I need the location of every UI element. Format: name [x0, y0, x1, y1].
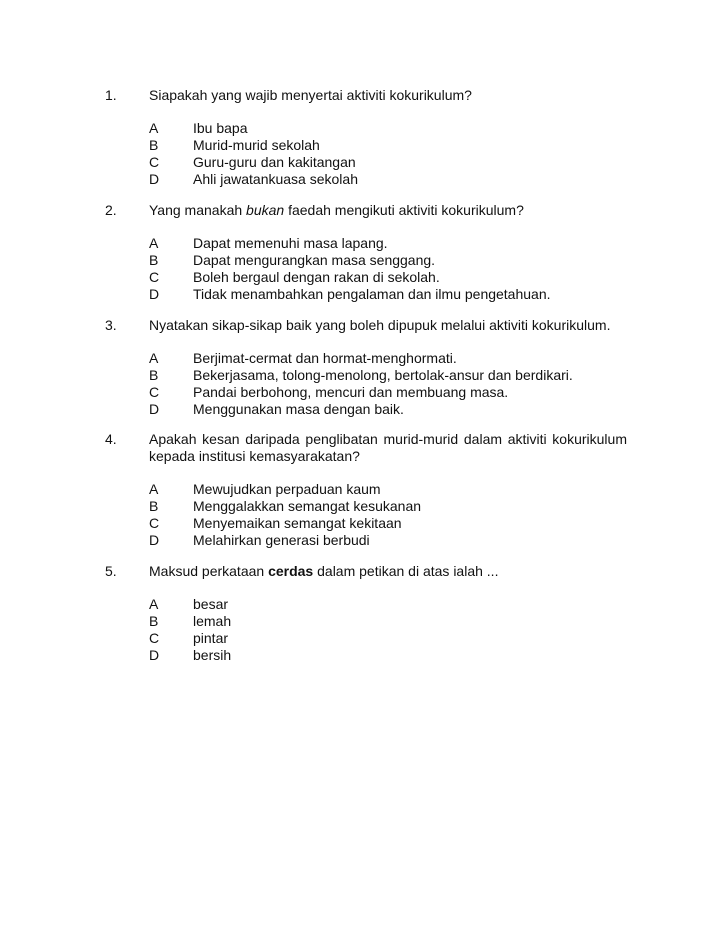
option-letter: C [149, 630, 160, 646]
option-letter: D [149, 532, 160, 548]
option-a [149, 350, 645, 367]
option-text: Tidak menambahkan pengalaman dan ilmu pengetahuan. [193, 286, 551, 302]
question-number: 3. [105, 317, 117, 333]
question-5 [105, 563, 645, 664]
question-number: 1. [105, 87, 117, 103]
question-stem [105, 202, 645, 219]
question-1 [105, 87, 645, 188]
option-text: Dapat memenuhi masa lapang. [193, 235, 388, 251]
option-d [149, 532, 645, 549]
question-text: Yang manakah bukan faedah mengikuti aktiviti kokurikulum? [149, 202, 524, 218]
emphasized-word: cerdas [268, 563, 314, 579]
option-text: Guru-guru dan kakitangan [193, 154, 356, 170]
option-d [149, 401, 645, 418]
question-stem [105, 87, 645, 104]
option-c [149, 269, 645, 286]
option-a [149, 596, 645, 613]
option-letter: A [149, 596, 159, 612]
option-text: Pandai berbohong, mencuri dan membuang masa. [193, 384, 509, 400]
option-d [149, 286, 645, 303]
option-text: Menggunakan masa dengan baik. [193, 401, 404, 417]
option-b [149, 613, 645, 630]
option-a [149, 235, 645, 252]
option-b [149, 367, 645, 384]
option-letter: A [149, 235, 159, 251]
option-b [149, 498, 645, 515]
option-text: Ahli jawatankuasa sekolah [193, 171, 358, 187]
option-letter: D [149, 171, 160, 187]
option-text: Dapat mengurangkan masa senggang. [193, 252, 436, 268]
question-stem [105, 431, 645, 465]
option-b [149, 137, 645, 154]
option-b [149, 252, 645, 269]
option-list [149, 596, 645, 664]
option-a [149, 481, 645, 498]
option-letter: A [149, 481, 159, 497]
option-letter: C [149, 154, 160, 170]
option-letter: D [149, 401, 160, 417]
option-text: Bekerjasama, tolong-menolong, bertolak-ansur dan berdikari. [193, 367, 573, 383]
option-letter: A [149, 120, 159, 136]
option-list [149, 235, 645, 303]
option-c [149, 630, 645, 647]
option-text: Murid-murid sekolah [193, 137, 320, 153]
option-letter: B [149, 613, 159, 629]
option-letter: B [149, 367, 159, 383]
option-letter: B [149, 252, 159, 268]
emphasized-word: bukan [246, 202, 285, 218]
question-text: Apakah kesan daripada penglibatan murid-murid dalam aktiviti kokurikulum kepada institusi kemasyarakatan? [149, 431, 631, 464]
option-letter: A [149, 350, 159, 366]
option-list [149, 481, 645, 549]
question-text: Maksud perkataan cerdas dalam petikan di atas ialah ... [149, 563, 499, 579]
option-d [149, 171, 645, 188]
option-text: besar [193, 596, 229, 612]
question-4 [105, 431, 645, 549]
option-c [149, 515, 645, 532]
question-stem [105, 317, 645, 334]
option-letter: B [149, 498, 159, 514]
option-a [149, 120, 645, 137]
option-text: Menggalakkan semangat kesukanan [193, 498, 422, 514]
option-text: Melahirkan generasi berbudi [193, 532, 370, 548]
option-text: lemah [193, 613, 232, 629]
question-number: 5. [105, 563, 117, 579]
option-list [149, 120, 645, 188]
question-2 [105, 202, 645, 303]
option-text: pintar [193, 630, 229, 646]
option-letter: D [149, 286, 160, 302]
option-text: Mewujudkan perpaduan kaum [193, 481, 381, 497]
question-stem [105, 563, 645, 580]
option-text: Ibu bapa [193, 120, 248, 136]
option-letter: B [149, 137, 159, 153]
option-letter: D [149, 647, 160, 663]
option-d [149, 647, 645, 664]
option-text: Boleh bergaul dengan rakan di sekolah. [193, 269, 440, 285]
option-c [149, 154, 645, 171]
option-letter: C [149, 269, 160, 285]
question-text: Nyatakan sikap-sikap baik yang boleh dipupuk melalui aktiviti kokurikulum. [149, 317, 611, 333]
question-3 [105, 317, 645, 418]
option-letter: C [149, 384, 160, 400]
option-text: bersih [193, 647, 232, 663]
option-c [149, 384, 645, 401]
option-text: Berjimat-cermat dan hormat-menghormati. [193, 350, 457, 366]
question-text: Siapakah yang wajib menyertai aktiviti kokurikulum? [149, 87, 472, 103]
question-number: 4. [105, 431, 117, 447]
option-letter: C [149, 515, 160, 531]
option-list [149, 350, 645, 418]
question-number: 2. [105, 202, 117, 218]
option-text: Menyemaikan semangat kekitaan [193, 515, 402, 531]
